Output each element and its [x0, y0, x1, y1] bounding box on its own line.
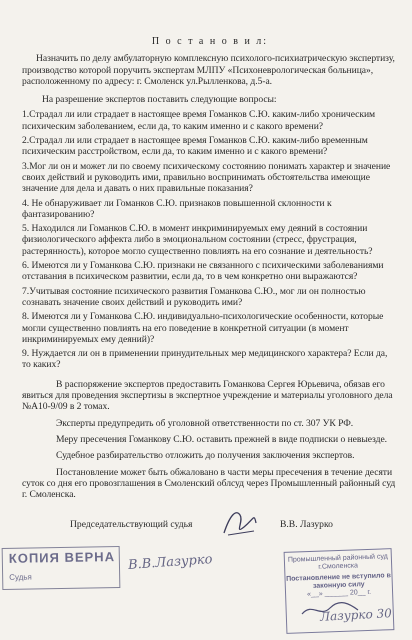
question-item: 2.Страдал ли или страдает в настоящее время Гоманков С.Ю. каким-либо временным психическим расстройством, если да, то каким именно и с какого времени?: [22, 135, 368, 158]
chair-label: Председательствующий судья: [70, 519, 193, 530]
court-stamp-date: «__» ______ 20__ г.: [306, 588, 372, 599]
body-paragraph: Эксперты предупредить об уголовной ответственности по ст. 307 УК РФ.: [56, 417, 354, 429]
signature-scribble: [220, 505, 260, 541]
court-stamp-status: Постановление не вступило в законную силу: [286, 572, 391, 590]
intro-paragraph: Назначить по делу амбулаторную комплексную психолого-психиатрическую экспертизу, производство которой поручить экспертам МЛПУ «Психоневрологическая больница», расположенному по адресу: г. Смоленск ул.Рылленкова, д.5-а.: [22, 53, 395, 87]
question-item: 1.Страдал ли или страдает в настоящее время Гоманков С.Ю. каким-либо хроническим психическим заболеванием, если да, то каким именно и с какого времени?: [22, 109, 376, 132]
court-stamp-line: г.Смоленска: [318, 562, 359, 571]
court-stamp-line: Промышленный районный суд: [287, 553, 388, 564]
signature-row: [70, 517, 390, 539]
copy-stamp: [2, 546, 121, 590]
question-item: 5. Находился ли Гоманков С.Ю. в момент инкриминируемых ему деяний в состоянии физиологического аффекта либо в эмоциональном состоянии (стресс, фрустрация, растерянность), которое могло существенно повлиять на его сознание и деятельность?: [22, 223, 373, 257]
body-paragraph: Постановление может быть обжаловано в части меры пресечения в течение десяти суток со дня его провозглашения в Смоленский облсуд через Промышленный районный суд г. Смоленска.: [22, 466, 396, 501]
copy-stamp-sub: Судья: [9, 572, 32, 582]
copy-stamp-text: КОПИЯ ВЕРНА: [8, 549, 116, 566]
document-title: П о с т а н о в и л:: [151, 36, 269, 47]
body-paragraph: В распоряжение экспертов предоставить Гоманкова Сергея Юрьевича, обязав его явиться для проведения экспертизы в экспертное учреждение и материалы уголовного дела №А10-9/09 в 2 томах.: [22, 378, 393, 413]
body-paragraph: Меру пресечения Гоманкову С.Ю. оставить прежней в виде подписки о невыезде.: [56, 433, 388, 445]
questions-intro: На разрешение экспертов поставить следующие вопросы:: [42, 94, 277, 106]
body-paragraph: Судебное разбирательство отложить до получения заключения экспертов.: [56, 450, 355, 462]
document-body: [22, 36, 398, 505]
question-item: 3.Мог ли он и может ли по своему психическому состоянию понимать характер и значение своих действий и руководить ими, правильно воспринимать обстоятельства имеющие значение для дела и давать о них правильные показания?: [22, 160, 391, 195]
handwritten-bottom: Лазурко 30: [319, 606, 393, 624]
judge-name: В.В. Лазурко: [280, 519, 333, 530]
question-item: 7.Учитывая состояние психического развития Гоманкова С.Ю., мог ли он полностью сознавать значение своих действий и руководить ими?: [22, 285, 366, 308]
question-item: 8. Имеются ли у Гоманкова С.Ю. индивидуально-психологические особенности, которые могли существенно повлиять на его поведение в конкретной ситуации (в момент инкриминируемых ему деяний)?: [22, 311, 384, 345]
handwritten-name: В.В.Лазурко: [127, 552, 213, 573]
question-item: 9. Нуждается ли он в применении принудительных мер медицинского характера? Если да, то каких?: [22, 348, 388, 371]
question-item: 4. Не обнаруживает ли Гоманков С.Ю. признаков повышенной склонности к фантазированию?: [22, 197, 332, 220]
question-item: 6. Имеются ли у Гоманкова С.Ю. признаки не связанного с психическими заболеваниями отставания в психическом развитии, если да, то в чем конкретно они выражаются?: [22, 260, 384, 283]
